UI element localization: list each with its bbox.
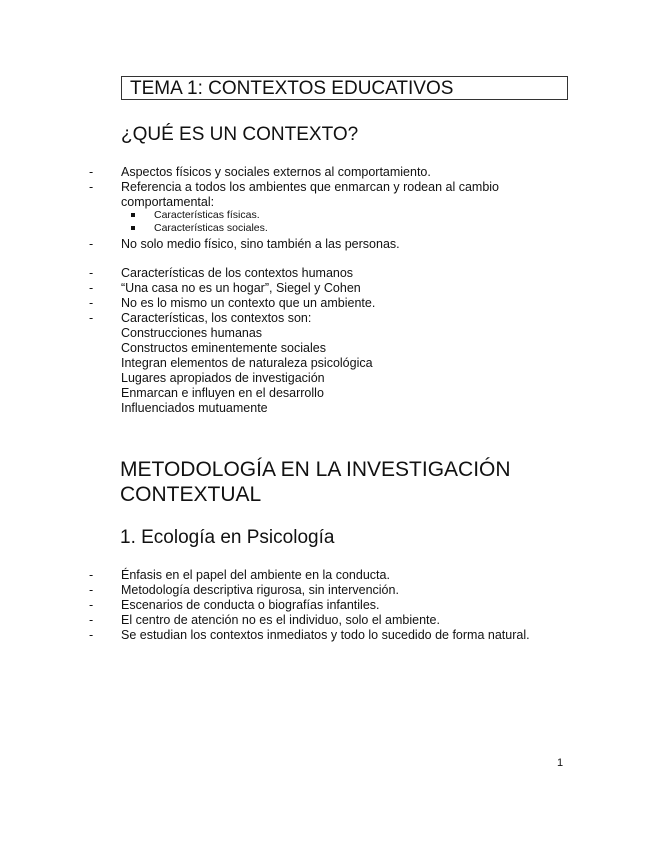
- page-number: 1: [557, 757, 564, 769]
- list-item: Características, los contextos son:: [121, 311, 312, 325]
- list-item: Referencia a todos los ambientes que enmarcan y rodean al cambio: [121, 180, 499, 194]
- bullet-dash: -: [89, 281, 94, 295]
- characteristic-line: Influenciados mutuamente: [121, 401, 268, 415]
- bullet-dash: -: [89, 311, 94, 325]
- bullet-dash: -: [89, 568, 94, 582]
- document-title: TEMA 1: CONTEXTOS EDUCATIVOS: [130, 78, 454, 99]
- bullet-dash: -: [89, 296, 94, 310]
- section2-heading-line2: CONTEXTUAL: [120, 483, 262, 506]
- bullet-dash: -: [89, 598, 94, 612]
- title-box: [121, 76, 568, 100]
- sub-list-item: Características físicas.: [154, 209, 260, 221]
- list-item: Características de los contextos humanos: [121, 266, 354, 280]
- list-item: No es lo mismo un contexto que un ambiente.: [121, 296, 376, 310]
- section2-subheading: 1. Ecología en Psicología: [120, 527, 335, 548]
- list-item: Énfasis en el papel del ambiente en la conducta.: [121, 568, 390, 582]
- bullet-dash: -: [89, 165, 94, 179]
- bullet-dash: -: [89, 583, 94, 597]
- list-item: Metodología descriptiva rigurosa, sin intervención.: [121, 583, 399, 597]
- list-item-continuation: comportamental:: [121, 195, 215, 209]
- characteristic-line: Constructos eminentemente sociales: [121, 341, 326, 355]
- list-item: “Una casa no es un hogar”, Siegel y Cohen: [121, 281, 361, 295]
- list-item: No solo medio físico, sino también a las personas.: [121, 237, 400, 251]
- bullet-dash: -: [89, 180, 94, 194]
- bullet-dash: -: [89, 628, 94, 642]
- bullet-dash: -: [89, 266, 94, 280]
- section1-heading: ¿QUÉ ES UN CONTEXTO?: [121, 124, 359, 145]
- section2-heading-line1: METODOLOGÍA EN LA INVESTIGACIÓN: [120, 458, 511, 481]
- list-item: Aspectos físicos y sociales externos al comportamiento.: [121, 165, 431, 179]
- characteristic-line: Construcciones humanas: [121, 326, 263, 340]
- square-bullet-icon: [131, 226, 135, 230]
- sub-list-item: Características sociales.: [154, 222, 268, 234]
- characteristic-line: Enmarcan e influyen en el desarrollo: [121, 386, 324, 400]
- list-item: Se estudian los contextos inmediatos y todo lo sucedido de forma natural.: [121, 628, 530, 642]
- characteristic-line: Integran elementos de naturaleza psicológica: [121, 356, 373, 370]
- characteristic-line: Lugares apropiados de investigación: [121, 371, 325, 385]
- list-item: El centro de atención no es el individuo, solo el ambiente.: [121, 613, 440, 627]
- list-item: Escenarios de conducta o biografías infantiles.: [121, 598, 380, 612]
- bullet-dash: -: [89, 613, 94, 627]
- bullet-dash: -: [89, 237, 94, 251]
- square-bullet-icon: [131, 213, 135, 217]
